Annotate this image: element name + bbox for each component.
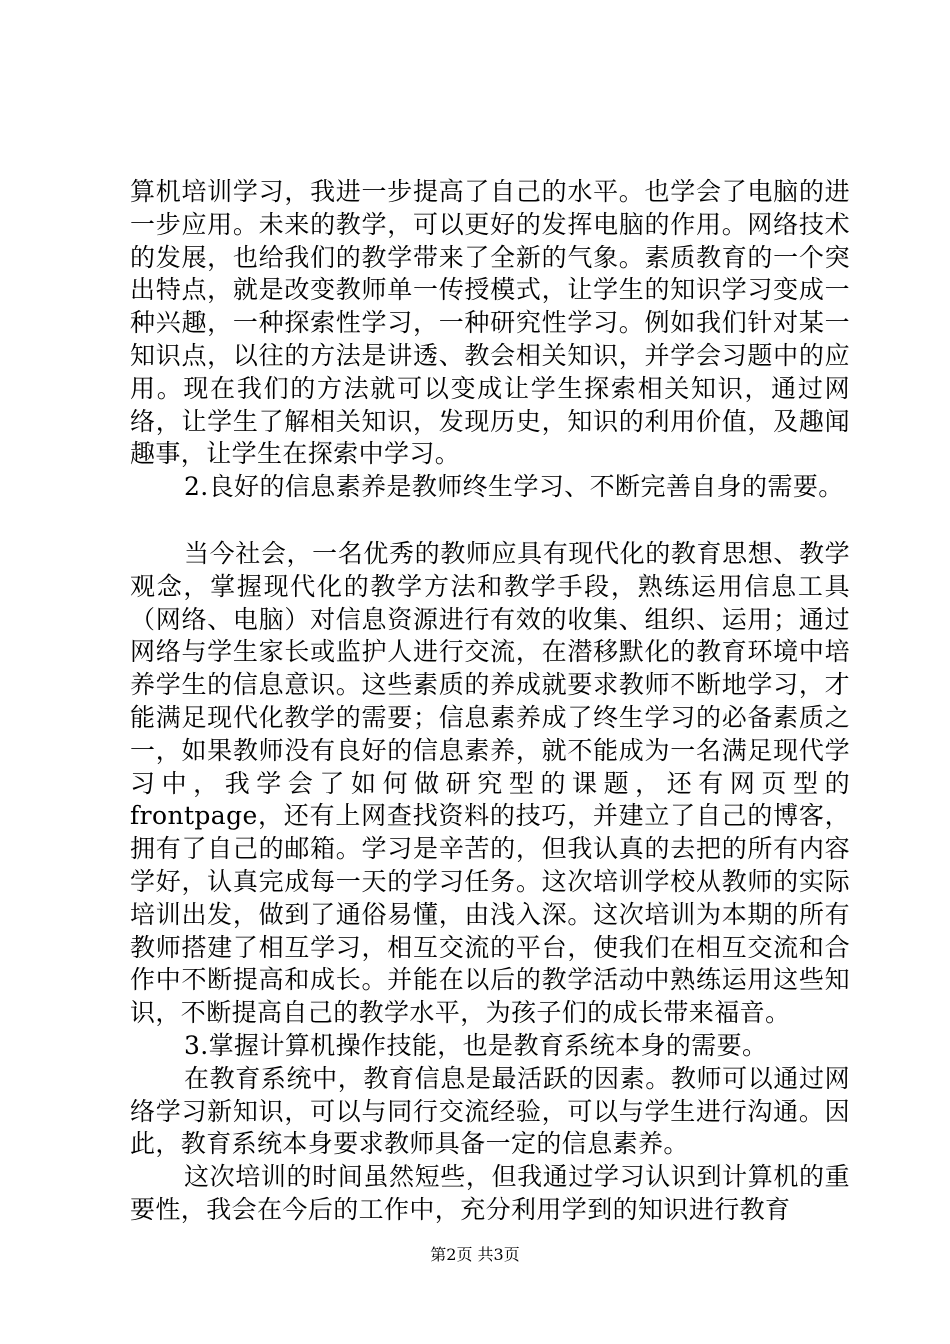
paragraph-conclusion: 这次培训的时间虽然短些，但我通过学习认识到计算机的重要性，我会在今后的工作中，充分利用学到的知识进行教育 xyxy=(130,1162,850,1224)
page-footer xyxy=(0,1245,950,1265)
paragraph-continuation: 算机培训学习，我进一步提高了自己的水平。也学会了电脑的进一步应用。未来的教学，可以更好的发挥电脑的作用。网络技术的发展，也给我们的教学带来了全新的气象。素质教育的一个突出特点，就是改变教师单一传授模式，让学生的知识学习变成一种兴趣，一种探索性学习，一种研究性学习。例如我们针对某一知识点，以往的方法是讲透、教会相关知识，并学会习题中的应用。现在我们的方法就可以变成让学生探索相关知识，通过网络，让学生了解相关知识，发现历史，知识的利用价值，及趣闻趣事，让学生在探索中学习。 xyxy=(130,177,850,469)
page-number-label: 第2页 共3页 xyxy=(430,1245,520,1264)
paragraph-teacher-literacy: 当今社会，一名优秀的教师应具有现代化的教育思想、教学观念，掌握现代化的教学方法和教学手段，熟练运用信息工具（网络、电脑）对信息资源进行有效的收集、组织、运用；通过网络与学生家长或监护人进行交流，在潜移默化的教育环境中培养学生的信息意识。这些素质的养成就要求教师不断地学习，才能满足现代化教学的需要；信息素养成了终生学习的必备素质之一，如果教师没有良好的信息素养，就不能成为一名满足现代学习中，我学会了如何做研究型的课题，还有网页型的frontpage，还有上网查找资料的技巧，并建立了自己的博客，拥有了自己的邮箱。学习是辛苦的，但我认真的去把的所有内容学好，认真完成每一天的学习任务。这次培训学校从教师的实际培训出发，做到了通俗易懂，由浅入深。这次培训为本期的所有教师搭建了相互学习，相互交流的平台，使我们在相互交流和合作中不断提高和成长。并能在以后的教学活动中熟练运用这些知识，不断提高自己的教学水平，为孩子们的成长带来福音。 xyxy=(130,538,850,1028)
paragraph-education-system: 在教育系统中，教育信息是最活跃的因素。教师可以通过网络学习新知识，可以与同行交流经验，可以与学生进行沟通。因此，教育系统本身要求教师具备一定的信息素养。 xyxy=(130,1063,850,1159)
document-body xyxy=(130,176,850,1227)
blank-line xyxy=(130,504,850,538)
section-heading-3: 3.掌握计算机操作技能，也是教育系统本身的需要。 xyxy=(184,1030,768,1060)
section-heading-2: 2.良好的信息素养是教师终生学习、不断完善自身的需要。 xyxy=(184,472,844,502)
